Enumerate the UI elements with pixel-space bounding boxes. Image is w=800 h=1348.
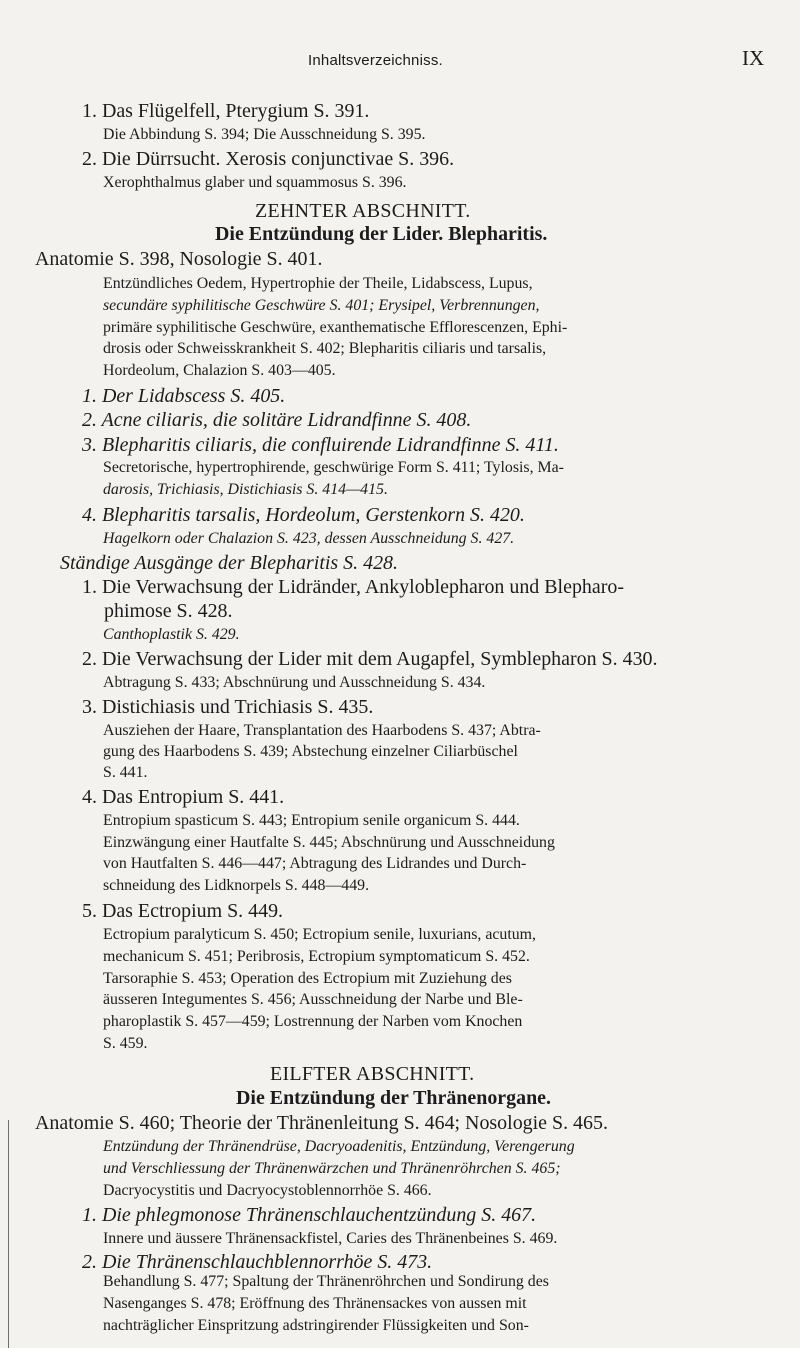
section-title: ZEHNTER ABSCHNITT. <box>255 199 471 222</box>
toc-entry: 2. Die Dürrsucht. Xerosis conjunctivae S. 396. <box>82 148 455 171</box>
toc-subentry: schneidung des Lidknorpels S. 448—449. <box>103 877 370 895</box>
toc-entry: 2. Acne ciliaris, die solitäre Lidrandfinne S. 408. <box>82 409 472 432</box>
toc-entry: 2. Die Thränenschlauchblennorrhöe S. 473. <box>82 1250 433 1273</box>
toc-subentry: Xerophthalmus glaber und squammosus S. 396. <box>103 173 407 191</box>
toc-subentry: mechanicum S. 451; Peribrosis, Ectropium symptomaticum S. 452. <box>103 947 530 965</box>
toc-entry: Anatomie S. 398, Nosologie S. 401. <box>35 247 323 270</box>
toc-entry: 2. Die Verwachsung der Lider mit dem Augapfel, Symblepharon S. 430. <box>82 647 658 670</box>
toc-subentry: Abtragung S. 433; Abschnürung und Ausschneidung S. 434. <box>103 674 486 692</box>
toc-subentry: nachträglicher Einspritzung adstringirender Flüssigkeiten und Son- <box>103 1317 529 1334</box>
toc-subentry: Canthoplastik S. 429. <box>103 626 240 644</box>
toc-entry: Anatomie S. 460; Theorie der Thränenleitung S. 464; Nosologie S. 465. <box>35 1111 608 1134</box>
toc-entry: 1. Der Lidabscess S. 405. <box>82 384 286 407</box>
toc-subentry: S. 441. <box>103 763 148 781</box>
toc-subentry: secundäre syphilitische Geschwüre S. 401; Erysipel, Verbrennungen, <box>103 296 540 314</box>
toc-subentry: Hordeolum, Chalazion S. 403—405. <box>103 362 336 380</box>
page-number: IX <box>742 46 765 70</box>
toc-subentry: Dacryocystitis und Dacryocystoblennorrhöe S. 466. <box>103 1181 432 1199</box>
toc-subentry: primäre syphilitische Geschwüre, exanthematische Efflorescenzen, Ephi- <box>103 318 568 336</box>
toc-subentry: Entzündung der Thränendrüse, Dacryoadenitis, Entzündung, Verengerung <box>103 1138 575 1156</box>
toc-subentry: und Verschliessung der Thränenwärzchen und Thränenröhrchen S. 465; <box>103 1160 561 1178</box>
toc-subentry: darosis, Trichiasis, Distichiasis S. 414—415. <box>103 480 388 498</box>
toc-subentry: Behandlung S. 477; Spaltung der Thränenröhrchen und Sondirung des <box>103 1273 549 1291</box>
toc-subentry: Einzwängung einer Hautfalte S. 445; Abschnürung und Ausschneidung <box>103 833 555 851</box>
toc-entry: 1. Die Verwachsung der Lidränder, Ankyloblepharon und Blepharo- <box>82 576 624 599</box>
section-subtitle: Die Entzündung der Thränenorgane. <box>236 1087 551 1110</box>
toc-subentry: äusseren Integumentes S. 456; Ausschneidung der Narbe und Ble- <box>103 991 523 1009</box>
toc-subentry: Entropium spasticum S. 443; Entropium senile organicum S. 444. <box>103 811 520 829</box>
toc-subentry: Hagelkorn oder Chalazion S. 423, dessen Ausschneidung S. 427. <box>103 529 515 547</box>
toc-subentry: Innere und äussere Thränensackfistel, Caries des Thränenbeines S. 469. <box>103 1229 558 1247</box>
toc-subentry: Tarsoraphie S. 453; Operation des Ectropium mit Zuziehung des <box>103 969 512 987</box>
toc-entry: 1. Das Flügelfell, Pterygium S. 391. <box>82 100 370 122</box>
section-subtitle: Die Entzündung der Lider. Blepharitis. <box>215 223 548 246</box>
toc-subentry: Ausziehen der Haare, Transplantation des Haarbodens S. 437; Abtra- <box>103 722 541 740</box>
toc-subentry: Ectropium paralyticum S. 450; Ectropium senile, luxurians, acutum, <box>103 926 536 944</box>
section-title: EILFTER ABSCHNITT. <box>270 1063 475 1085</box>
page-edge-line <box>8 1120 9 1348</box>
toc-subentry: pharoplastik S. 457—459; Lostrennung der Narben vom Knochen <box>103 1013 523 1031</box>
toc-entry: 4. Das Entropium S. 441. <box>82 785 285 808</box>
toc-entry: 3. Blepharitis ciliaris, die confluirende Lidrandfinne S. 411. <box>82 433 559 456</box>
toc-entry: Ständige Ausgänge der Blepharitis S. 428. <box>60 551 398 574</box>
toc-entry: 3. Distichiasis und Trichiasis S. 435. <box>82 695 374 718</box>
toc-entry: phimose S. 428. <box>104 599 233 622</box>
running-header: Inhaltsverzeichniss. <box>308 52 443 69</box>
toc-subentry: Die Abbindung S. 394; Die Ausschneidung S. 395. <box>103 126 426 144</box>
toc-entry: 5. Das Ectropium S. 449. <box>82 899 284 922</box>
toc-subentry: Nasenganges S. 478; Eröffnung des Thränensackes von aussen mit <box>103 1295 527 1313</box>
toc-subentry: Secretorische, hypertrophirende, geschwürige Form S. 411; Tylosis, Ma- <box>103 459 564 477</box>
toc-entry: 1. Die phlegmonose Thränenschlauchentzündung S. 467. <box>82 1203 537 1226</box>
toc-subentry: gung des Haarbodens S. 439; Abstechung einzelner Ciliarbüschel <box>103 743 518 760</box>
toc-subentry: drosis oder Schweisskrankheit S. 402; Blepharitis ciliaris und tarsalis, <box>103 340 547 358</box>
toc-entry: 4. Blepharitis tarsalis, Hordeolum, Gerstenkorn S. 420. <box>82 503 525 526</box>
toc-subentry: von Hautfalten S. 446—447; Abtragung des Lidrandes und Durch- <box>103 855 527 873</box>
toc-subentry: S. 459. <box>103 1034 148 1052</box>
toc-subentry: Entzündliches Oedem, Hypertrophie der Theile, Lidabscess, Lupus, <box>103 275 533 293</box>
